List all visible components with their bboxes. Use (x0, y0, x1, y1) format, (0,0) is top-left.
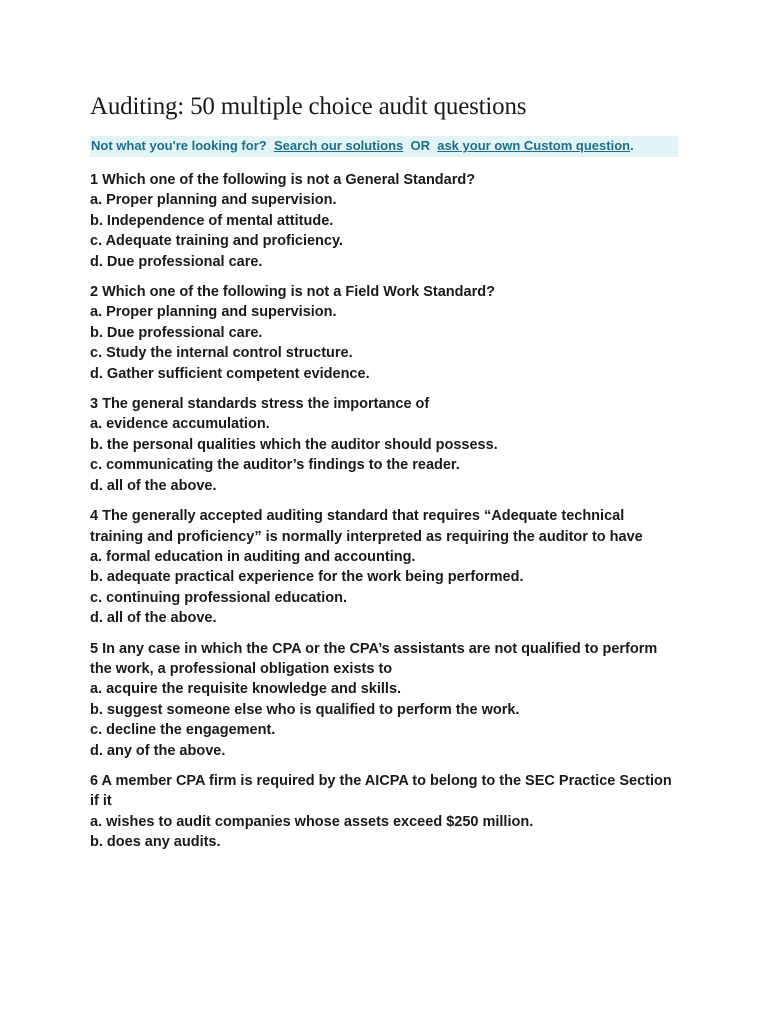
answer-option: b. the personal qualities which the auditor should possess. (90, 436, 498, 453)
answer-option: d. Due professional care. (90, 253, 263, 270)
banner-or: OR (410, 138, 430, 153)
answer-option: d. all of the above. (90, 477, 217, 494)
question-list (90, 170, 678, 853)
answer-option: c. continuing professional education. (90, 589, 347, 606)
answer-option: d. Gather sufficient competent evidence. (90, 365, 370, 382)
answer-option: b. does any audits. (90, 834, 221, 851)
answer-option: a. formal education in auditing and accounting. (90, 548, 416, 565)
answer-option: a. wishes to audit companies whose assets exceed $250 million. (90, 813, 534, 830)
question-stem: 6 A member CPA firm is required by the AICPA to belong to the SEC Practice Section if it (90, 772, 672, 810)
question-2 (90, 282, 678, 384)
question-1 (90, 170, 678, 272)
question-stem: 3 The general standards stress the importance of (90, 396, 430, 413)
answer-option: b. suggest someone else who is qualified to perform the work. (90, 701, 520, 718)
search-solutions-link[interactable]: Search our solutions (273, 138, 404, 153)
question-4 (90, 506, 678, 628)
question-3 (90, 394, 678, 496)
answer-option: c. Adequate training and proficiency. (90, 233, 343, 250)
ask-custom-question-link[interactable]: ask your own Custom question (437, 138, 631, 153)
document-page (90, 92, 678, 863)
answer-option: b. Independence of mental attitude. (90, 212, 334, 229)
banner-suffix: . (630, 138, 634, 153)
answer-option: a. evidence accumulation. (90, 416, 270, 433)
question-6 (90, 771, 678, 853)
question-stem: 4 The generally accepted auditing standard that requires “Adequate technical training and proficiency” is normally interpreted as requiring the auditor to have (90, 508, 643, 545)
answer-option: b. adequate practical experience for the work being performed. (90, 569, 524, 586)
question-5 (90, 639, 678, 761)
question-stem: 2 Which one of the following is not a Field Work Standard? (90, 284, 495, 301)
answer-option: a. acquire the requisite knowledge and skills. (90, 681, 402, 698)
search-banner (90, 136, 678, 157)
question-stem: 1 Which one of the following is not a General Standard? (90, 172, 476, 188)
page-title: Auditing: 50 multiple choice audit questions (90, 93, 527, 120)
answer-option: d. any of the above. (90, 742, 226, 759)
answer-option: a. Proper planning and supervision. (90, 304, 337, 321)
answer-option: d. all of the above. (90, 610, 217, 627)
answer-option: c. decline the engagement. (90, 722, 276, 739)
answer-option: b. Due professional care. (90, 324, 263, 341)
answer-option: c. Study the internal control structure. (90, 345, 353, 362)
answer-option: c. communicating the auditor’s findings to the reader. (90, 457, 460, 474)
answer-option: a. Proper planning and supervision. (90, 192, 337, 209)
question-stem: 5 In any case in which the CPA or the CPA’s assistants are not qualified to perform the work, a professional obligation exists to (90, 640, 658, 677)
banner-prefix: Not what you're looking for? (91, 138, 267, 153)
